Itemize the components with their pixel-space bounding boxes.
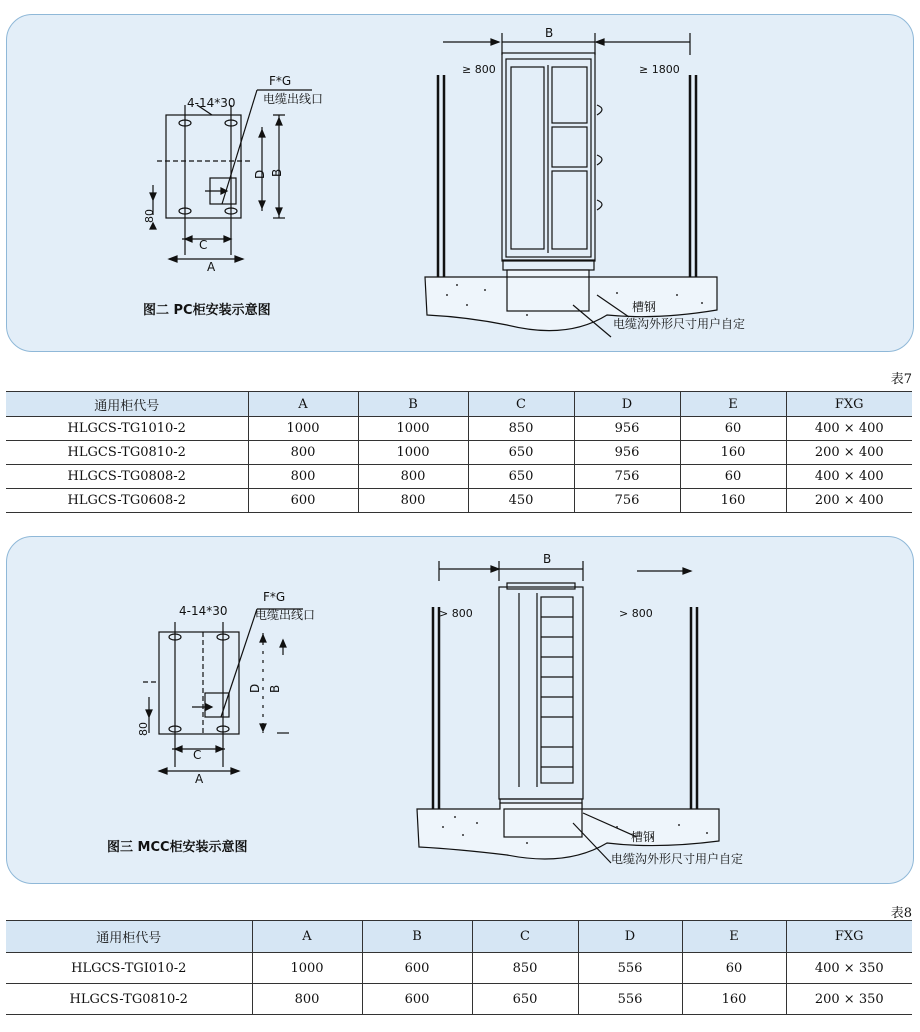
dim-a-label: A <box>207 260 216 274</box>
spec-table-8 <box>6 920 912 1015</box>
cell-code: HLGCS-TG0810-2 <box>6 441 248 465</box>
cell-d: 956 <box>574 417 680 441</box>
header-c: C <box>468 392 574 417</box>
cell-c: 650 <box>468 465 574 489</box>
dim-a-label: A <box>195 772 204 786</box>
cell-b: 1000 <box>358 441 468 465</box>
table-row <box>6 417 912 441</box>
spec-table-7 <box>6 391 912 513</box>
dim-b-label: B <box>270 168 284 177</box>
cell-fxg: 400 × 400 <box>786 465 912 489</box>
cell-b: 1000 <box>358 417 468 441</box>
mcc-cabinet-diagram-panel <box>6 536 914 884</box>
header-code: 通用柜代号 <box>6 392 248 417</box>
clearance-right-label: > 800 <box>619 607 653 620</box>
dim-c-label: C <box>193 748 202 762</box>
figure-caption: 图二 PC柜安装示意图 <box>143 303 271 318</box>
channel-steel-label: 槽钢 <box>632 300 657 314</box>
cell-c: 850 <box>468 417 574 441</box>
cell-code: HLGCS-TG0808-2 <box>6 465 248 489</box>
figure-caption: 图三 MCC柜安装示意图 <box>107 840 248 855</box>
fg-label: F*G <box>269 74 292 88</box>
cell-fxg: 400 × 400 <box>786 417 912 441</box>
cell-e: 60 <box>680 417 786 441</box>
table-label: 表8 <box>890 906 912 921</box>
header-d: D <box>574 392 680 417</box>
cell-fxg: 200 × 400 <box>786 489 912 513</box>
cell-e: 60 <box>680 465 786 489</box>
cell-d: 756 <box>574 465 680 489</box>
dim-d-label: D <box>253 169 267 179</box>
header-e: E <box>680 392 786 417</box>
dim-e-label: 80 <box>137 722 150 736</box>
table-row <box>6 441 912 465</box>
header-d: D <box>578 921 682 953</box>
cell-d: 556 <box>578 953 682 984</box>
header-fxg: FXG <box>786 921 912 953</box>
trench-note-label: 电缆沟外形尺寸用户自定 <box>613 317 746 331</box>
header-b: B <box>362 921 472 953</box>
header-a: A <box>252 921 362 953</box>
cell-fxg: 200 × 400 <box>786 441 912 465</box>
header-b: B <box>358 392 468 417</box>
cell-a: 600 <box>248 489 358 513</box>
header-c: C <box>472 921 578 953</box>
cell-code: HLGCS-TGI010-2 <box>6 953 252 984</box>
cell-a: 800 <box>248 465 358 489</box>
cell-c: 450 <box>468 489 574 513</box>
table-row <box>6 465 912 489</box>
cable-outlet-label: 电缆出线口 <box>263 92 324 106</box>
table-header-row <box>6 392 912 417</box>
cell-a: 1000 <box>252 953 362 984</box>
cell-code: HLGCS-TG0608-2 <box>6 489 248 513</box>
pc-cabinet-diagram-panel <box>6 14 914 352</box>
holes-label: 4-14*30 <box>179 604 228 618</box>
table-row <box>6 489 912 513</box>
cell-b: 600 <box>362 984 472 1015</box>
header-a: A <box>248 392 358 417</box>
table-row <box>6 953 912 984</box>
cell-b: 800 <box>358 489 468 513</box>
cell-c: 850 <box>472 953 578 984</box>
plan-footprint <box>166 115 241 218</box>
cell-e: 160 <box>682 984 786 1015</box>
cell-a: 800 <box>248 441 358 465</box>
cell-e: 160 <box>680 489 786 513</box>
cell-d: 556 <box>578 984 682 1015</box>
trench-note-label: 电缆沟外形尺寸用户自定 <box>611 852 744 866</box>
dim-e-label: 80 <box>143 209 156 223</box>
fg-label: F*G <box>263 590 286 604</box>
clearance-left-label: ≥ 800 <box>462 63 496 76</box>
cell-e: 60 <box>682 953 786 984</box>
cell-b: 800 <box>358 465 468 489</box>
cell-d: 756 <box>574 489 680 513</box>
cell-fxg: 200 × 350 <box>786 984 912 1015</box>
table-label: 表7 <box>890 372 912 387</box>
clearance-right-label: ≥ 1800 <box>639 63 680 76</box>
cabinet-width-label: B <box>545 26 554 40</box>
plan-footprint <box>159 632 239 734</box>
cell-code: HLGCS-TG1010-2 <box>6 417 248 441</box>
cell-c: 650 <box>472 984 578 1015</box>
cell-c: 650 <box>468 441 574 465</box>
pc-cabinet-drawing <box>7 15 913 351</box>
header-fxg: FXG <box>786 392 912 417</box>
dim-c-label: C <box>199 238 208 252</box>
cell-d: 956 <box>574 441 680 465</box>
header-e: E <box>682 921 786 953</box>
dim-b-label: B <box>268 684 282 693</box>
mcc-cabinet-drawing <box>7 537 913 883</box>
channel-steel-label: 槽钢 <box>631 830 656 844</box>
dim-d-label: D <box>248 683 262 693</box>
cell-fxg: 400 × 350 <box>786 953 912 984</box>
table-header-row <box>6 921 912 953</box>
cell-e: 160 <box>680 441 786 465</box>
cable-outlet-label: 电缆出线口 <box>255 608 316 622</box>
clearance-left-label: > 800 <box>439 607 473 620</box>
cell-a: 800 <box>252 984 362 1015</box>
holes-label: 4-14*30 <box>187 96 236 110</box>
cell-code: HLGCS-TG0810-2 <box>6 984 252 1015</box>
header-code: 通用柜代号 <box>6 921 252 953</box>
table-row <box>6 984 912 1015</box>
cell-b: 600 <box>362 953 472 984</box>
cell-a: 1000 <box>248 417 358 441</box>
cabinet-width-label: B <box>543 552 552 566</box>
